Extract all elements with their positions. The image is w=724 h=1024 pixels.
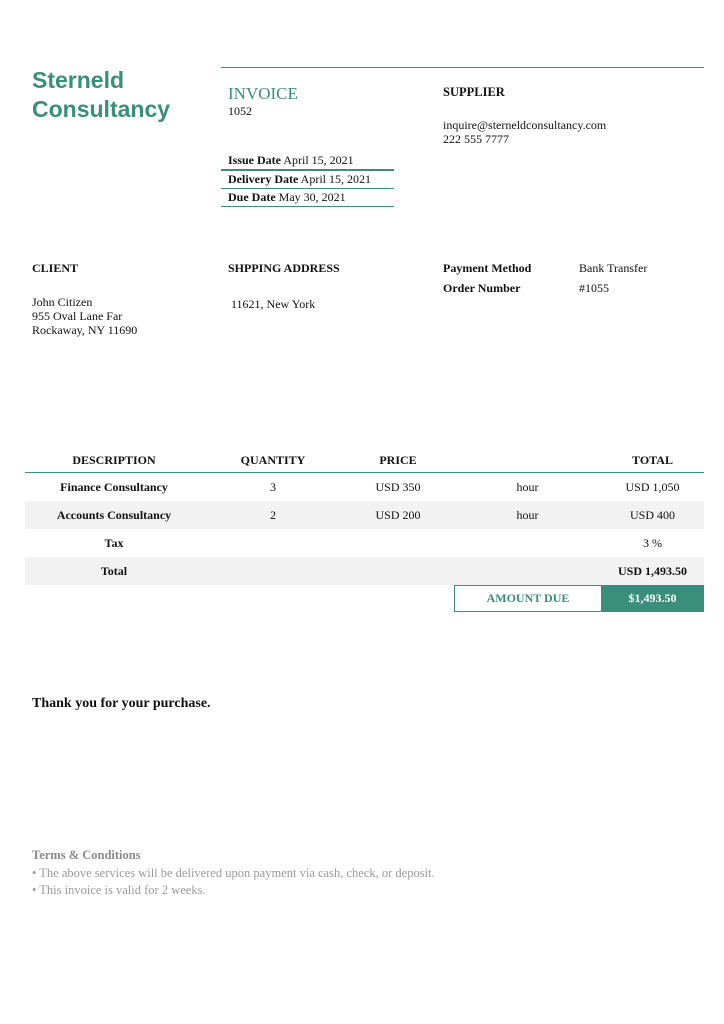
amount-due-label: AMOUNT DUE (454, 585, 602, 612)
row-price: USD 350 (375, 480, 421, 494)
table-row (25, 501, 704, 529)
due-date-row (221, 189, 394, 207)
order-number-value: #1055 (579, 281, 609, 295)
row-total: USD 400 (629, 508, 675, 522)
amount-due-value: $1,493.50 (601, 585, 704, 612)
row-quantity: 2 (270, 508, 276, 522)
row-total: USD 1,050 (625, 480, 680, 494)
client-address (32, 295, 137, 337)
table-header (25, 448, 704, 473)
total-label: Total (100, 564, 128, 578)
company-logo-text: Sterneld Consultancy (32, 67, 171, 122)
row-description: Accounts Consultancy (56, 508, 172, 522)
shipping-address: 11621, New York (231, 297, 316, 311)
client-heading: CLIENT (32, 261, 79, 275)
row-description: Finance Consultancy (60, 480, 168, 494)
row-unit: hour (516, 480, 539, 494)
total-value: USD 1,493.50 (617, 564, 687, 578)
shipping-heading: SHPPING ADDRESS (228, 261, 340, 275)
client-city: Rockaway, NY 11690 (32, 323, 138, 337)
delivery-date-label: Delivery Date (228, 172, 299, 186)
supplier-email: inquire@sterneldconsultancy.com (443, 118, 607, 132)
tax-row (25, 529, 704, 557)
payment-method-label: Payment Method (443, 261, 532, 275)
table-row (25, 473, 704, 501)
row-unit: hour (516, 508, 539, 522)
client-name: John Citizen (32, 295, 93, 309)
invoice-number: 1052 (228, 104, 252, 118)
tax-value: 3 % (643, 536, 662, 550)
terms-line: • This invoice is valid for 2 weeks. (32, 883, 206, 897)
due-date-value: May 30, 2021 (278, 190, 346, 204)
header-description: DESCRIPTION (72, 453, 156, 467)
delivery-date-value: April 15, 2021 (300, 172, 371, 186)
total-row (25, 557, 704, 585)
thank-you-message: Thank you for your purchase. (32, 696, 211, 711)
row-price: USD 200 (375, 508, 421, 522)
order-number-label: Order Number (443, 281, 521, 295)
invoice-dates (221, 152, 394, 207)
invoice-title: INVOICE (228, 84, 298, 103)
terms-heading: Terms & Conditions (32, 848, 141, 862)
issue-date-row (221, 152, 394, 171)
header-price: PRICE (379, 453, 417, 467)
header-quantity: QUANTITY (240, 453, 306, 467)
row-quantity: 3 (270, 480, 276, 494)
client-street: 955 Oval Lane Far (32, 309, 123, 323)
issue-date-value: April 15, 2021 (283, 153, 354, 167)
supplier-heading: SUPPLIER (443, 85, 505, 99)
supplier-phone: 222 555 7777 (443, 132, 509, 146)
due-date-label: Due Date (228, 190, 276, 204)
line-items-table (25, 448, 704, 585)
tax-label: Tax (104, 536, 124, 550)
issue-date-label: Issue Date (228, 153, 281, 167)
header-total: TOTAL (632, 453, 673, 467)
delivery-date-row (221, 171, 394, 189)
header-divider (221, 67, 704, 68)
terms-line: • The above services will be delivered upon payment via cash, check, or deposit. (32, 866, 435, 880)
payment-method-value: Bank Transfer (579, 261, 648, 275)
